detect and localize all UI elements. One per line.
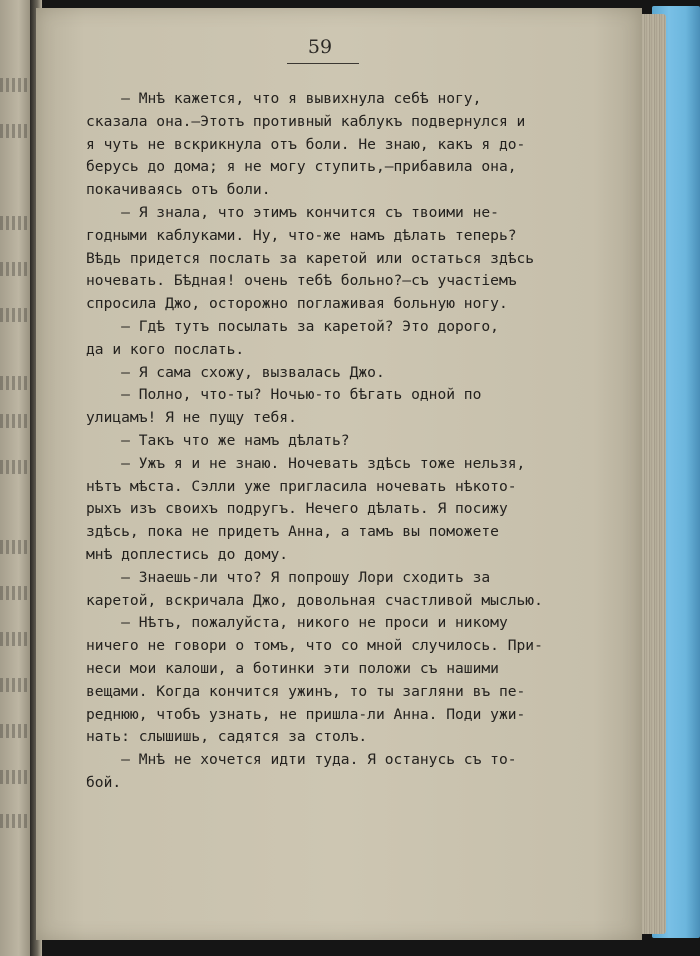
text-line: реднюю, чтобъ узнать, не пришла-ли Анна. Поди ужи- xyxy=(86,705,526,723)
left-page-text-fragment xyxy=(0,460,34,474)
text-line: — Я знала, что этимъ кончится съ твоими не- xyxy=(86,203,499,221)
text-line: — Мнѣ не хочется идти туда. Я останусь съ то- xyxy=(86,751,517,769)
left-page-text-fragment xyxy=(0,678,34,692)
text-line: каретой, вскричала Джо, довольная счастливой мыслью. xyxy=(86,591,543,609)
page-number: 59 xyxy=(307,36,333,58)
text-line: берусь до дома; я не могу ступить,—прибавила она, xyxy=(86,158,517,176)
text-line: годными каблуками. Ну, что-же намъ дѣлать теперь? xyxy=(86,226,517,244)
left-facing-page xyxy=(0,0,34,956)
text-line: нать: слышишь, садятся за столъ. xyxy=(86,728,368,746)
text-line: — Полно, что-ты? Ночью-то бѣгать одной по xyxy=(86,386,482,404)
text-line: Вѣдь придется послать за каретой или остаться здѣсь xyxy=(86,249,535,267)
text-line: бой. xyxy=(86,773,122,791)
text-line: ничего не говори о томъ, что со мной случилось. При- xyxy=(86,637,543,655)
text-line: — Знаешь-ли что? Я попрошу Лори сходить за xyxy=(86,568,491,586)
left-page-text-fragment xyxy=(0,376,34,390)
text-line: здѣсь, пока не придетъ Анна, а тамъ вы поможете xyxy=(86,523,499,541)
text-line: сказала она.—Этотъ противный каблукъ подвернулся и xyxy=(86,112,526,130)
left-page-text-fragment xyxy=(0,586,34,600)
text-line: вещами. Когда кончится ужинъ, то ты загляни въ пе- xyxy=(86,682,526,700)
text-line: я чуть не вскрикнула отъ боли. Не знаю, какъ я до- xyxy=(86,135,526,153)
left-page-text-fragment xyxy=(0,540,34,554)
text-line: рыхъ изъ своихъ подругъ. Нечего дѣлать. Я посижу xyxy=(86,500,508,518)
text-line: да и кого послать. xyxy=(86,340,245,358)
text-line: ночевать. Бѣдная! очень тебѣ больно?—съ участіемъ xyxy=(86,272,517,290)
left-page-text-fragment xyxy=(0,124,34,138)
text-line: — Ужъ я и не знаю. Ночевать здѣсь тоже нельзя, xyxy=(86,454,526,472)
page-number-rule xyxy=(287,63,359,64)
text-line: нѣтъ мѣста. Сэлли уже пригласила ночевать нѣкото- xyxy=(86,477,517,495)
left-page-text-fragment xyxy=(0,216,34,230)
left-page-text-fragment xyxy=(0,814,34,828)
text-line: покачиваясь отъ боли. xyxy=(86,181,271,199)
text-line: мнѣ доплестись до дому. xyxy=(86,545,289,563)
page-body-text xyxy=(86,88,566,795)
text-line: — Мнѣ кажется, что я вывихнула себѣ ногу, xyxy=(86,90,482,107)
left-page-text-fragment xyxy=(0,770,34,784)
left-page-text-fragment xyxy=(0,724,34,738)
text-line: неси мои калоши, а ботинки эти положи съ нашими xyxy=(86,659,499,677)
text-line: — Гдѣ тутъ посылать за каретой? Это дорого, xyxy=(86,317,499,335)
text-line: — Я сама схожу, вызвалась Джо. xyxy=(86,363,385,381)
text-line: — Такъ что же намъ дѣлать? xyxy=(86,431,350,449)
left-page-text-fragment xyxy=(0,632,34,646)
left-page-text-fragment xyxy=(0,78,34,92)
left-page-text-fragment xyxy=(0,414,34,428)
text-line: спросила Джо, осторожно поглаживая больную ногу. xyxy=(86,295,508,313)
text-line: улицамъ! Я не пущу тебя. xyxy=(86,409,297,427)
text-line: — Нѣтъ, пожалуйста, никого не проси и никому xyxy=(86,614,508,632)
left-page-text-fragment xyxy=(0,308,34,322)
left-page-text-fragment xyxy=(0,262,34,276)
